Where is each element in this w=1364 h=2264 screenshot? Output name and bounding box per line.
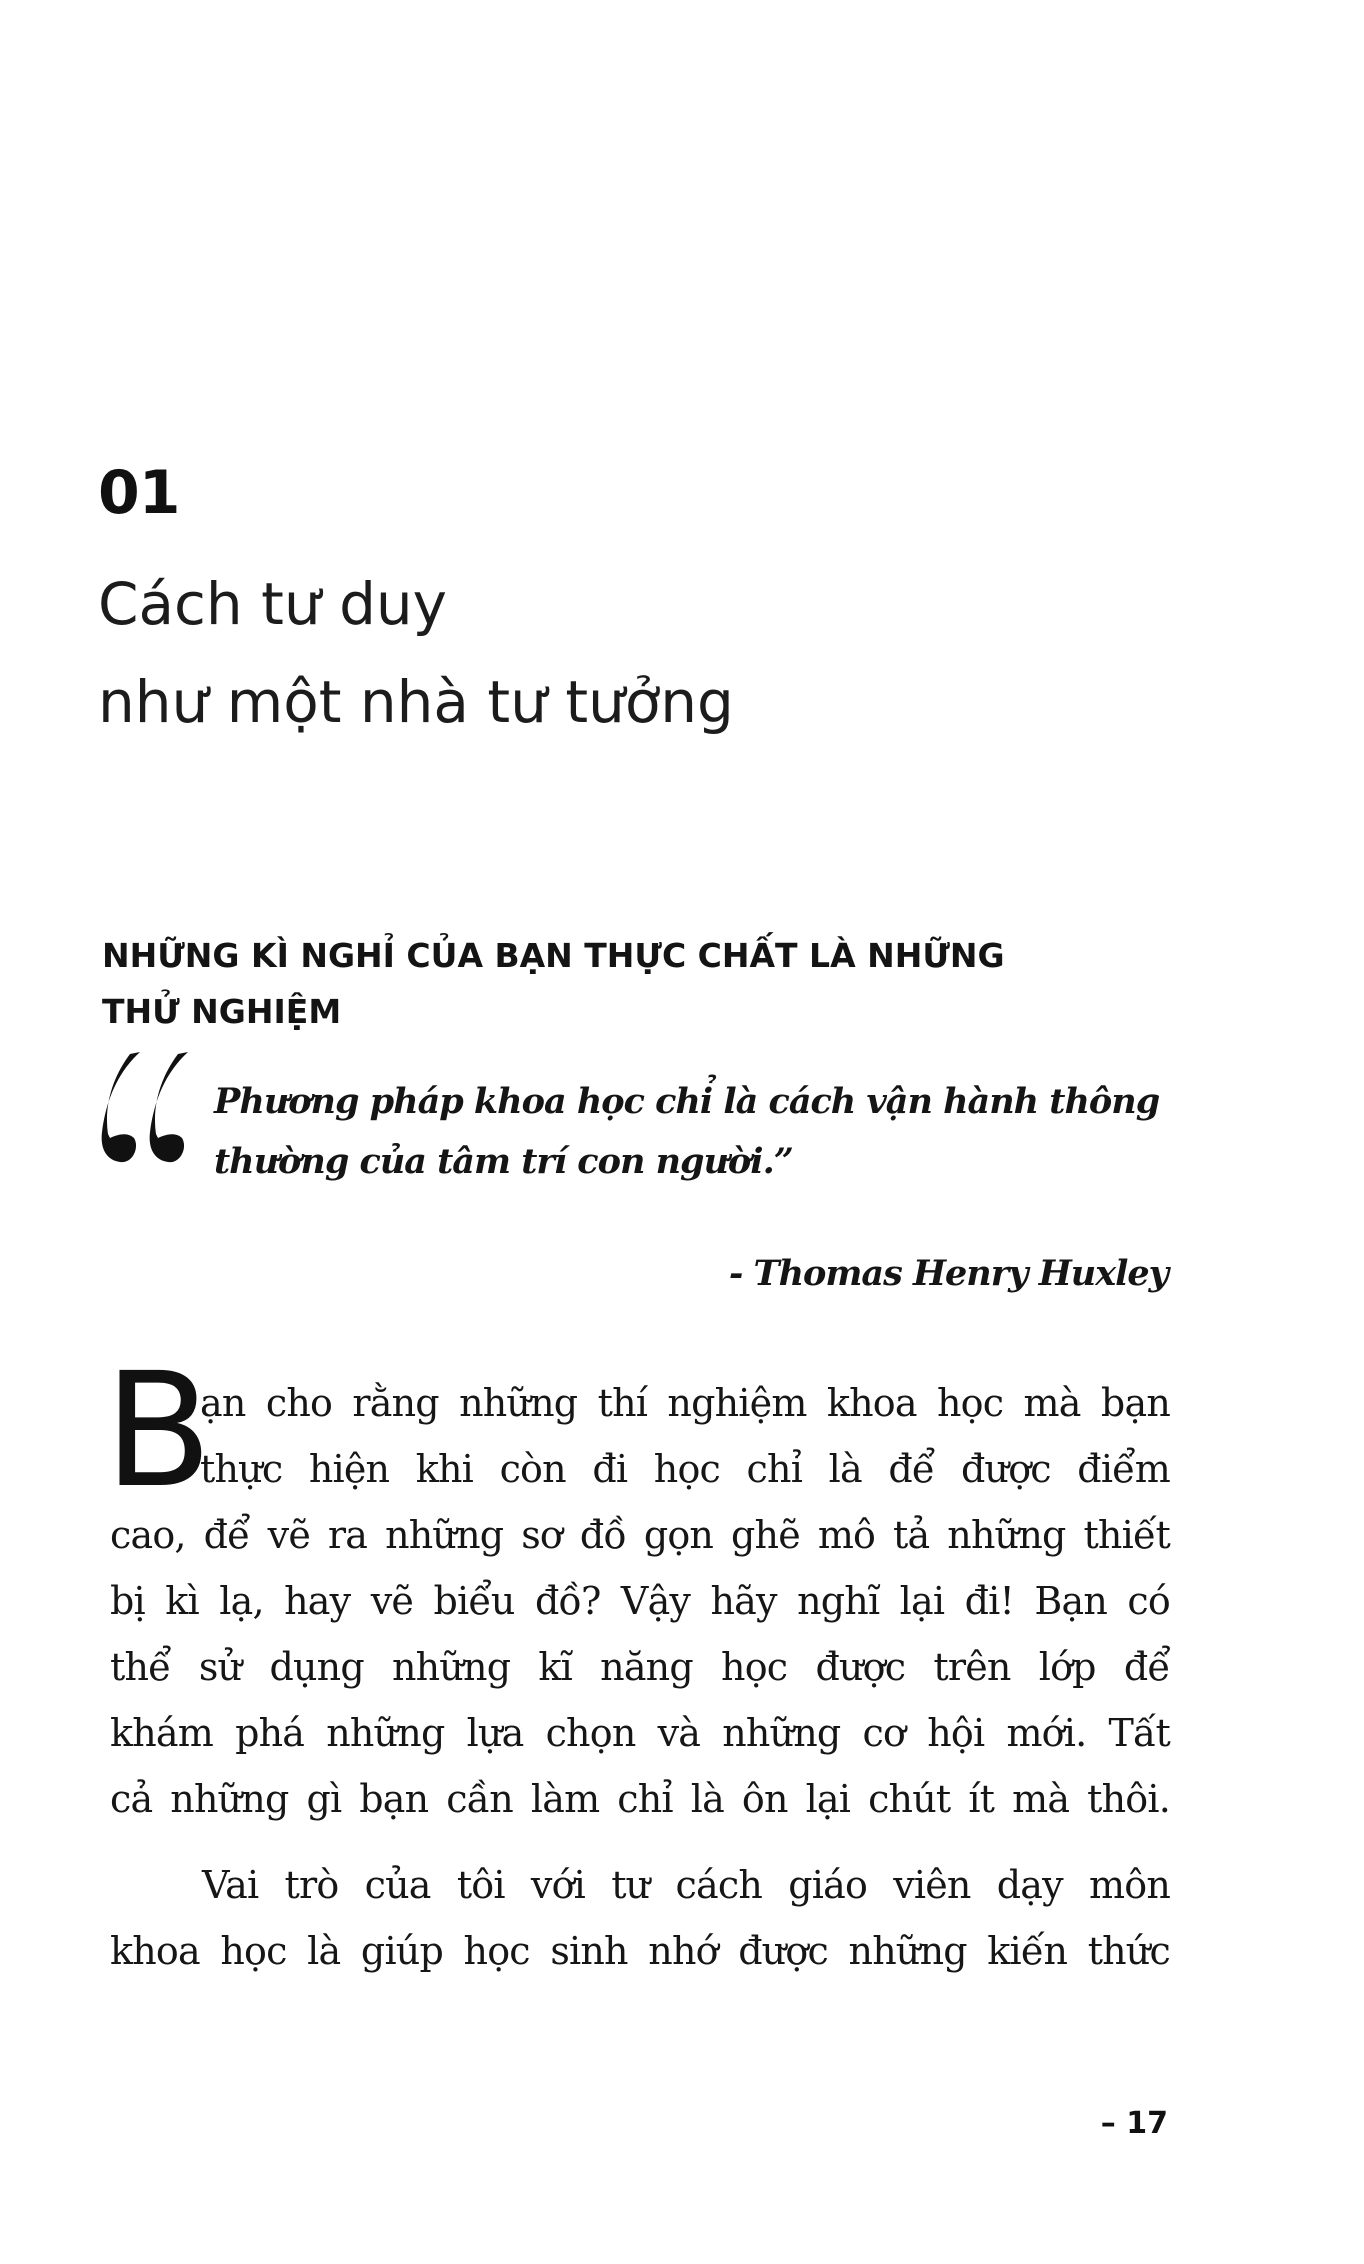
body-paragraph bbox=[110, 1852, 1170, 1984]
chapter-title-line: Cách tư duy bbox=[98, 570, 447, 638]
body-line: bị kì lạ, hay vẽ biểu đồ? Vậy hãy nghĩ lại đi! Bạn có bbox=[110, 1579, 1170, 1623]
quote-line: Phương pháp khoa học chỉ là cách vận hành thông bbox=[214, 1081, 1160, 1122]
body-paragraph bbox=[110, 1370, 1170, 1832]
body-line: thực hiện khi còn đi học chỉ là để được điểm bbox=[200, 1447, 1170, 1491]
body-line: ạn cho rằng những thí nghiệm khoa học mà bạn bbox=[200, 1381, 1170, 1425]
open-quote-icon bbox=[100, 1048, 190, 1168]
section-heading bbox=[102, 928, 1202, 1040]
page-number: – 17 bbox=[1100, 2106, 1168, 2141]
quote-line: thường của tâm trí con người.” bbox=[214, 1141, 793, 1182]
section-heading-line: NHỮNG KÌ NGHỈ CỦA BẠN THỰC CHẤT LÀ NHỮNG bbox=[102, 936, 1005, 975]
body-line: cả những gì bạn cần làm chỉ là ôn lại chút ít mà thôi. bbox=[110, 1777, 1170, 1821]
epigraph-quote bbox=[214, 1072, 1214, 1192]
drop-cap: B bbox=[104, 1339, 213, 1523]
section-heading-line: THỬ NGHIỆM bbox=[102, 992, 342, 1031]
quote-author: - Thomas Henry Huxley bbox=[728, 1253, 1168, 1294]
body-line: thể sử dụng những kĩ năng học được trên lớp để bbox=[110, 1645, 1170, 1689]
chapter-title bbox=[98, 555, 1198, 751]
body-line: khoa học là giúp học sinh nhớ được những kiến thức bbox=[110, 1929, 1170, 1973]
body-line: khám phá những lựa chọn và những cơ hội mới. Tất bbox=[110, 1711, 1170, 1755]
chapter-number: 01 bbox=[98, 458, 180, 528]
chapter-title-line: như một nhà tư tưởng bbox=[98, 668, 734, 736]
body-line: cao, để vẽ ra những sơ đồ gọn ghẽ mô tả những thiết bbox=[110, 1513, 1170, 1557]
body-line: Vai trò của tôi với tư cách giáo viên dạy môn bbox=[202, 1863, 1170, 1907]
